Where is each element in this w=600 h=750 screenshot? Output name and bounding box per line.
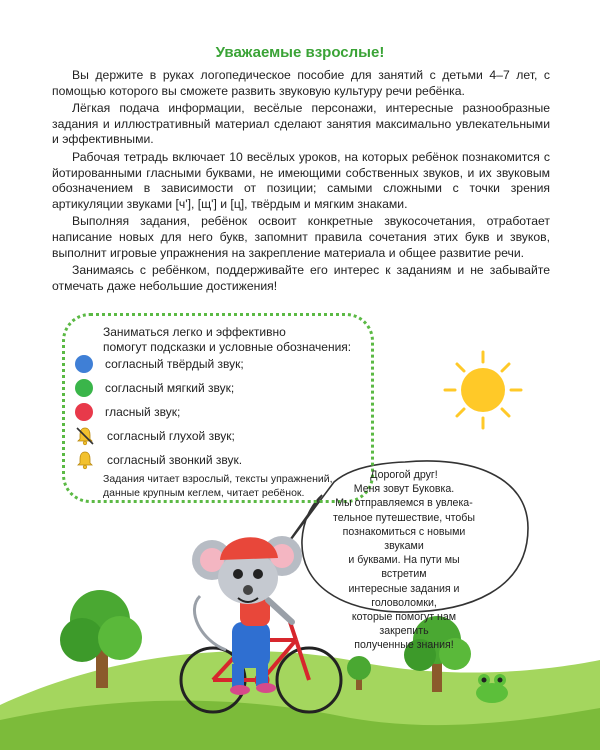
speech-line: которые помогут нам закрепить <box>351 611 457 638</box>
speech-bubble-text <box>330 468 478 653</box>
legend-label: согласный мягкий звук; <box>105 381 235 395</box>
legend-item-voiceless <box>75 426 235 446</box>
legend-label: согласный глухой звук; <box>107 429 235 443</box>
paragraph: Рабочая тетрадь включает 10 весёлых уроков, на которых ребёнок познакомится с йотированными гласными буквами, не имеющими собственных звуков, и их звуковым обозначением в зависимости от позиции; самыми сложными с точки зрения артикуляции звуками [ч'], [щ'] и [ц], твёрдым и мягким знаками. <box>52 149 550 211</box>
speech-line: тельное путешествие, чтобы <box>333 511 475 524</box>
legend-item-voiced <box>75 450 242 470</box>
paragraph: Занимаясь с ребёнком, поддерживайте его интерес к заданиям и не забывайте отмечать даже небольшие достижения! <box>52 263 550 293</box>
bell-icon <box>75 450 95 470</box>
blue-dot-icon <box>75 355 93 373</box>
legend-label: согласный твёрдый звук; <box>105 357 244 371</box>
speech-line: интересные задания и головоломки, <box>348 582 460 609</box>
legend-note-line: данные крупным кеглем, читает ребёнок. <box>103 487 305 499</box>
speech-line: полученные знания! <box>354 639 454 652</box>
crossed-bell-icon <box>75 426 95 446</box>
legend-note-line: Задания читает взрослый, тексты упражнений, <box>103 473 333 485</box>
speech-line: Меня зовут Буковка. <box>353 483 455 496</box>
paragraph: Выполняя задания, ребёнок освоит конкретные звукосочетания, отработает написание новых для него букв, запомнит правила сочетания этих букв и звуков, выполнит игровые упражнения на закрепление материала и общее развитие речи. <box>52 214 550 260</box>
page-title: Уважаемые взрослые! <box>215 44 385 61</box>
legend-intro <box>103 325 351 355</box>
legend-intro-line: помогут подсказки и условные обозначения: <box>103 340 352 354</box>
legend-item-vowel <box>75 402 180 422</box>
speech-line: Дорогой друг! <box>370 469 438 481</box>
legend-label: согласный звонкий звук. <box>107 453 243 467</box>
legend-note <box>103 472 368 500</box>
red-dot-icon <box>75 403 93 421</box>
legend-label: гласный звук; <box>105 405 181 419</box>
paragraph: Лёгкая подача информации, весёлые персонажи, интересные разнообразные задания и иллюстративный материал сделают занятия максимально увлекательными и эффективными. <box>52 101 550 147</box>
speech-line: и буквами. На пути мы встретим <box>348 554 460 581</box>
legend-box <box>62 313 374 503</box>
paragraph: Вы держите в руках логопедическое пособие для занятий с детьми 4–7 лет, с помощью которого вы сможете развить звуковую культуру речи ребёнка. <box>52 68 550 98</box>
speech-line: Мы отправляемся в увлека- <box>335 497 473 510</box>
green-dot-icon <box>75 379 93 397</box>
legend-item-soft-consonant <box>75 378 234 398</box>
legend-intro-line: Заниматься легко и эффективно <box>103 325 286 339</box>
legend-item-hard-consonant <box>75 354 244 374</box>
intro-text <box>52 68 550 296</box>
speech-line: познакомиться с новыми звуками <box>342 525 466 553</box>
sun-illustration <box>445 352 521 428</box>
